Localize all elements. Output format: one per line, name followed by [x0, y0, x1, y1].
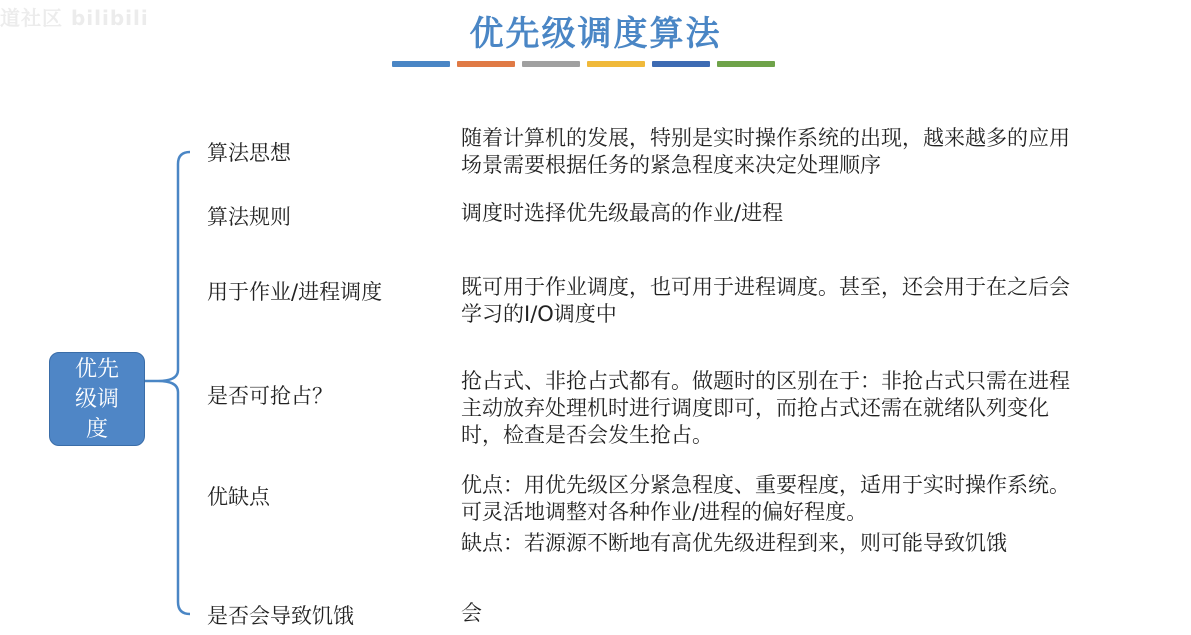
root-node-line: 度	[85, 417, 108, 442]
desc-text: 随着计算机的发展，特别是实时操作系统的出现，越来越多的应用场景需要根据任务的紧急程度来决定处理顺序	[461, 126, 1070, 177]
branch-label-pros-cons: 优缺点	[207, 485, 270, 509]
root-node	[49, 352, 145, 446]
branch-label-idea: 算法思想	[207, 141, 291, 165]
branch-desc-preemptive	[461, 368, 1081, 449]
desc-text: 既可用于作业调度，也可用于进程调度。甚至，还会用于在之后会学习的I/O调度中	[461, 275, 1070, 326]
branch-desc-starvation	[461, 600, 1081, 627]
branch-label-preemptive: 是否可抢占？	[207, 384, 333, 408]
slide-title: 优先级调度算法	[469, 14, 722, 54]
branch-desc-usage	[461, 274, 1081, 328]
desc-text: 抢占式、非抢占式都有。做题时的区别在于：非抢占式只需在进程主动放弃处理机时进行调度即可，而抢占式还需在就绪队列变化时，检查是否会发生抢占。	[461, 369, 1070, 447]
branch-desc-rule	[461, 200, 1081, 227]
branch-label-usage: 用于作业/进程调度	[207, 280, 383, 304]
desc-text: 会	[461, 601, 482, 625]
branch-desc-idea	[461, 125, 1081, 179]
watermark: 道社区 bilibili	[0, 6, 149, 30]
root-node-line: 优先	[74, 357, 119, 382]
branch-label-rule: 算法规则	[207, 205, 291, 229]
desc-text: 调度时选择优先级最高的作业/进程	[461, 201, 784, 225]
branch-desc-pros-cons	[461, 472, 1081, 557]
branch-label-starvation: 是否会导致饥饿	[207, 604, 354, 628]
root-node-line: 级调	[74, 387, 119, 412]
desc-pros: 优点：用优先级区分紧急程度、重要程度，适用于实时操作系统。可灵活地调整对各种作业/进程的偏好程度。	[461, 473, 1070, 524]
desc-cons: 缺点：若源源不断地有高优先级进程到来，则可能导致饥饿	[461, 531, 1007, 555]
